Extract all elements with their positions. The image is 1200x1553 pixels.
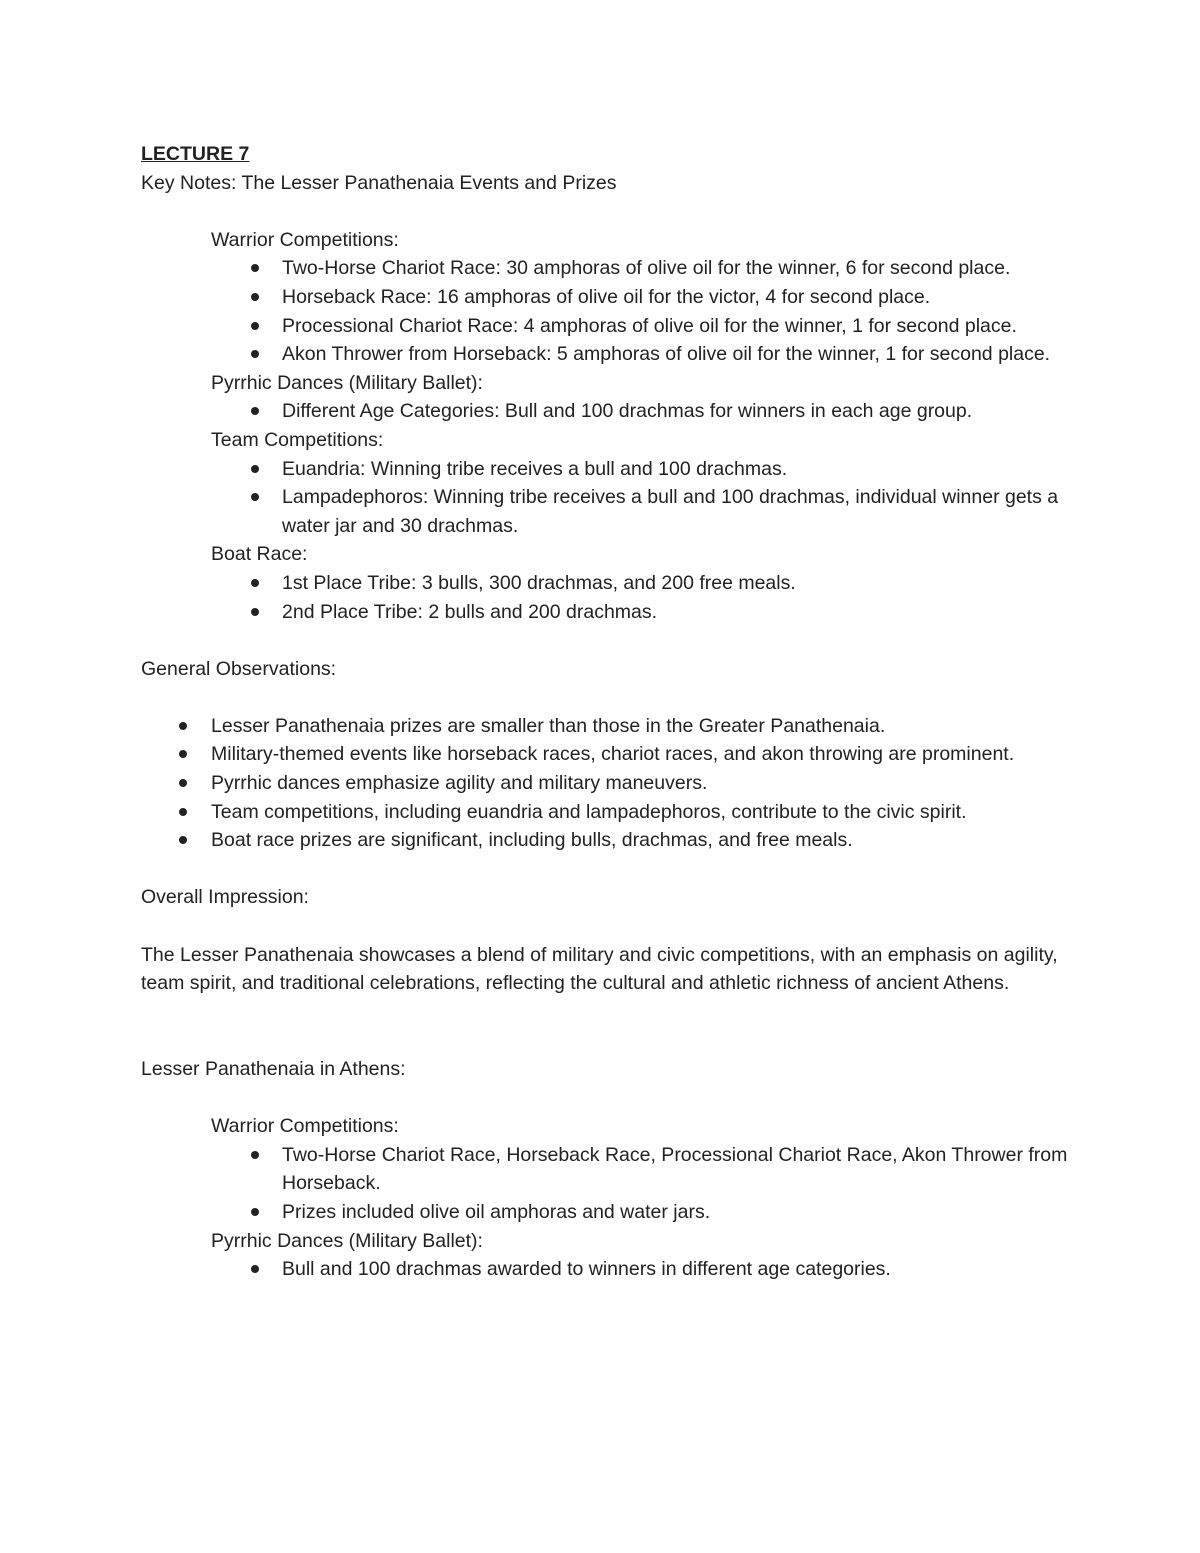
bullet-icon bbox=[251, 465, 259, 473]
list-item-text: Horseback Race: 16 amphoras of olive oil for the victor, 4 for second place. bbox=[282, 285, 931, 308]
list-item-text: 1st Place Tribe: 3 bulls, 300 drachmas, and 200 free meals. bbox=[282, 571, 796, 594]
bullet-icon bbox=[251, 1208, 259, 1216]
team-competitions-list bbox=[141, 455, 1071, 541]
warrior-competitions-list bbox=[141, 254, 1071, 368]
list-item-text: Team competitions, including euandria and lampadephoros, contribute to the civic spirit. bbox=[211, 800, 967, 823]
bullet-icon bbox=[251, 1265, 259, 1273]
document-content bbox=[141, 140, 1071, 1284]
list-item bbox=[141, 254, 1071, 283]
list-item bbox=[141, 740, 1071, 769]
list-item bbox=[141, 712, 1071, 741]
list-item-text: Different Age Categories: Bull and 100 drachmas for winners in each age group. bbox=[282, 400, 973, 423]
list-item-text: Processional Chariot Race: 4 amphoras of olive oil for the winner, 1 for second place. bbox=[282, 314, 1017, 337]
list-item-text: Pyrrhic dances emphasize agility and military maneuvers. bbox=[211, 772, 708, 795]
bullet-icon bbox=[179, 750, 187, 758]
general-observations-list bbox=[141, 712, 1071, 855]
bullet-icon bbox=[251, 1151, 259, 1159]
bullet-icon bbox=[251, 350, 259, 358]
bullet-icon bbox=[251, 579, 259, 587]
bullet-icon bbox=[251, 407, 259, 415]
team-competitions-heading: Team Competitions: bbox=[211, 428, 384, 451]
list-item-text: Prizes included olive oil amphoras and water jars. bbox=[282, 1200, 711, 1223]
bullet-icon bbox=[251, 264, 259, 272]
list-item bbox=[141, 455, 1071, 484]
bullet-icon bbox=[251, 293, 259, 301]
spacer bbox=[141, 998, 1071, 1027]
athens-warrior-list bbox=[141, 1141, 1071, 1227]
list-item-text: Two-Horse Chariot Race: 30 amphoras of olive oil for the winner, 6 for second place. bbox=[282, 257, 1011, 280]
athens-heading: Lesser Panathenaia in Athens: bbox=[141, 1058, 406, 1080]
bullet-icon bbox=[251, 608, 259, 616]
list-item-text: Lampadephoros: Winning tribe receives a bull and 100 drachmas, individual winner gets a water jar and 30 drachmas. bbox=[282, 486, 1059, 537]
list-item-text: Bull and 100 drachmas awarded to winners in different age categories. bbox=[282, 1258, 891, 1281]
list-item-text: Military-themed events like horseback races, chariot races, and akon throwing are prominent. bbox=[211, 743, 1015, 766]
list-item bbox=[141, 1198, 1071, 1227]
athens-warrior-heading: Warrior Competitions: bbox=[211, 1115, 399, 1138]
list-item bbox=[141, 598, 1071, 627]
spacer bbox=[141, 912, 1071, 941]
list-item bbox=[141, 483, 1071, 540]
athens-pyrrhic-heading: Pyrrhic Dances (Military Ballet): bbox=[211, 1229, 483, 1252]
list-item bbox=[141, 340, 1071, 369]
list-item-text: Boat race prizes are significant, including bulls, drachmas, and free meals. bbox=[211, 829, 853, 852]
list-item bbox=[141, 397, 1071, 426]
lecture-title: LECTURE 7 bbox=[141, 143, 250, 165]
list-item-text: Lesser Panathenaia prizes are smaller than those in the Greater Panathenaia. bbox=[211, 714, 886, 737]
list-item-text: 2nd Place Tribe: 2 bulls and 200 drachmas. bbox=[282, 600, 658, 623]
spacer bbox=[141, 683, 1071, 712]
bullet-icon bbox=[179, 836, 187, 844]
warrior-competitions-heading: Warrior Competitions: bbox=[211, 228, 399, 251]
list-item-text: Euandria: Winning tribe receives a bull and 100 drachmas. bbox=[282, 457, 788, 480]
list-item bbox=[141, 1255, 1071, 1284]
boat-race-heading: Boat Race: bbox=[211, 543, 308, 566]
list-item bbox=[141, 826, 1071, 855]
spacer bbox=[141, 1026, 1071, 1055]
list-item bbox=[141, 1141, 1071, 1198]
spacer bbox=[141, 626, 1071, 655]
list-item bbox=[141, 798, 1071, 827]
bullet-icon bbox=[251, 322, 259, 330]
spacer bbox=[141, 197, 1071, 226]
list-item-text: Akon Thrower from Horseback: 5 amphoras of olive oil for the winner, 1 for second place. bbox=[282, 343, 1051, 366]
athens-pyrrhic-list bbox=[141, 1255, 1071, 1284]
list-item bbox=[141, 283, 1071, 312]
general-observations-heading: General Observations: bbox=[141, 657, 337, 680]
spacer bbox=[141, 855, 1071, 884]
list-item bbox=[141, 312, 1071, 341]
list-item bbox=[141, 769, 1071, 798]
overall-impression-heading: Overall Impression: bbox=[141, 886, 309, 909]
spacer bbox=[141, 1084, 1071, 1113]
boat-race-list bbox=[141, 569, 1071, 626]
list-item bbox=[141, 569, 1071, 598]
key-notes-heading: Key Notes: The Lesser Panathenaia Events and Prizes bbox=[141, 171, 617, 194]
pyrrhic-dances-list bbox=[141, 397, 1071, 426]
pyrrhic-dances-heading: Pyrrhic Dances (Military Ballet): bbox=[211, 371, 483, 394]
overall-impression-paragraph: The Lesser Panathenaia showcases a blend of military and civic competitions, with an emphasis on agility, team spirit, and traditional celebrations, reflecting the cultural and athletic richness of ancient Athens. bbox=[141, 943, 1058, 995]
bullet-icon bbox=[251, 493, 259, 501]
bullet-icon bbox=[179, 808, 187, 816]
bullet-icon bbox=[179, 722, 187, 730]
list-item-text: Two-Horse Chariot Race, Horseback Race, Processional Chariot Race, Akon Thrower from Horseback. bbox=[282, 1143, 1068, 1195]
bullet-icon bbox=[179, 779, 187, 787]
